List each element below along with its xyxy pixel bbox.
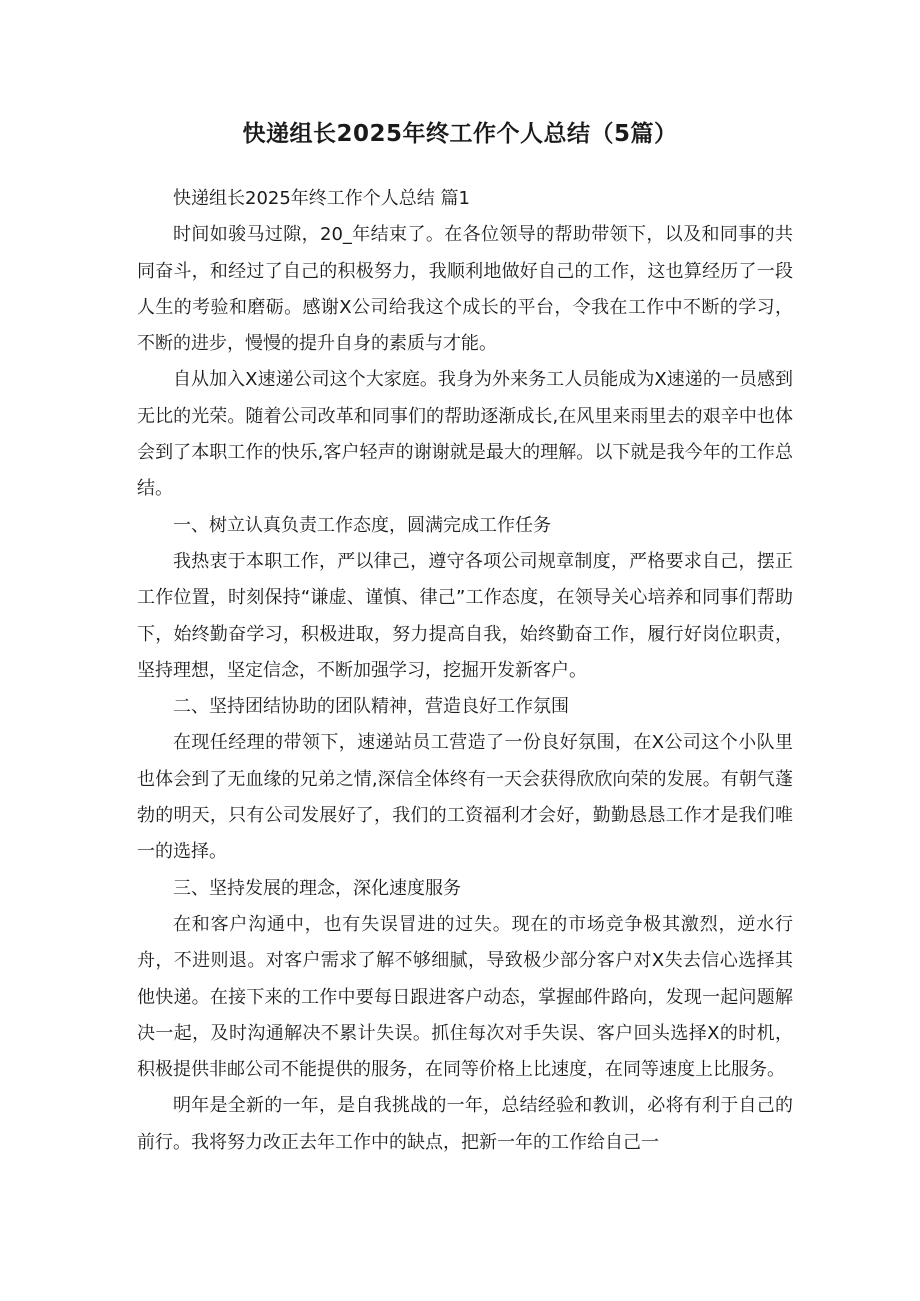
- section-heading: 一、树立认真负责工作态度，圆满完成工作任务: [173, 514, 551, 536]
- paragraph: 明年是全新的一年，是自我挑战的一年，总结经验和教训，必将有利于自己的前行。我将努力改正去年工作中的缺点，把新一年的工作给自己一: [137, 1095, 793, 1153]
- document-title: 快递组长2025年终工作个人总结（5篇）: [242, 121, 678, 147]
- section-heading: 三、坚持发展的理念，深化速度服务: [173, 877, 461, 899]
- section-heading: 快递组长2025年终工作个人总结 篇1: [173, 188, 470, 209]
- paragraph: 自从加入X速递公司这个大家庭。我身为外来务工人员能成为X速递的一员感到无比的光荣。随着公司改革和同事们的帮助逐渐成长,在风里来雨里去的艰辛中也体会到了本职工作的快乐,客户轻声的谢谢就是最大的理解。以下就是我今年的工作总结。: [137, 369, 793, 500]
- document-body: [137, 181, 793, 1161]
- paragraph: 在和客户沟通中，也有失误冒进的过失。现在的市场竞争极其激烈，逆水行舟，不进则退。对客户需求了解不够细腻，导致极少部分客户对X失去信心选择其他快递。在接下来的工作中要每日跟进客户动态，掌握邮件路向，发现一起问题解决一起，及时沟通解决不累计失误。抓住每次对手失误、客户回头选择X的时机，积极提供非邮公司不能提供的服务，在同等价格上比速度，在同等速度上比服务。: [137, 913, 793, 1081]
- paragraph: 在现任经理的带领下，速递站员工营造了一份良好氛围，在X公司这个小队里也体会到了无血缘的兄弟之情,深信全体终有一天会获得欣欣向荣的发展。有朝气蓬勃的明天，只有公司发展好了，我们的工资福利才会好，勤勤恳恳工作才是我们唯一的选择。: [137, 732, 793, 863]
- paragraph: 时间如骏马过隙，20_年结束了。在各位领导的帮助带领下，以及和同事的共同奋斗，和经过了自己的积极努力，我顺利地做好自己的工作，这也算经历了一段人生的考验和磨砺。感谢X公司给我这个成长的平台，令我在工作中不断的学习，不断的进步，慢慢的提升自身的素质与才能。: [137, 224, 793, 355]
- section-heading: 二、坚持团结协助的团队精神，营造良好工作氛围: [173, 696, 569, 718]
- paragraph: 我热衷于本职工作，严以律己，遵守各项公司规章制度，严格要求自己，摆正工作位置，时刻保持“谦虚、谨慎、律己”工作态度，在领导关心培养和同事们帮助下，始终勤奋学习，积极进取，努力提高自我，始终勤奋工作，履行好岗位职责，坚持理想，坚定信念，不断加强学习，挖掘开发新客户。: [137, 550, 793, 681]
